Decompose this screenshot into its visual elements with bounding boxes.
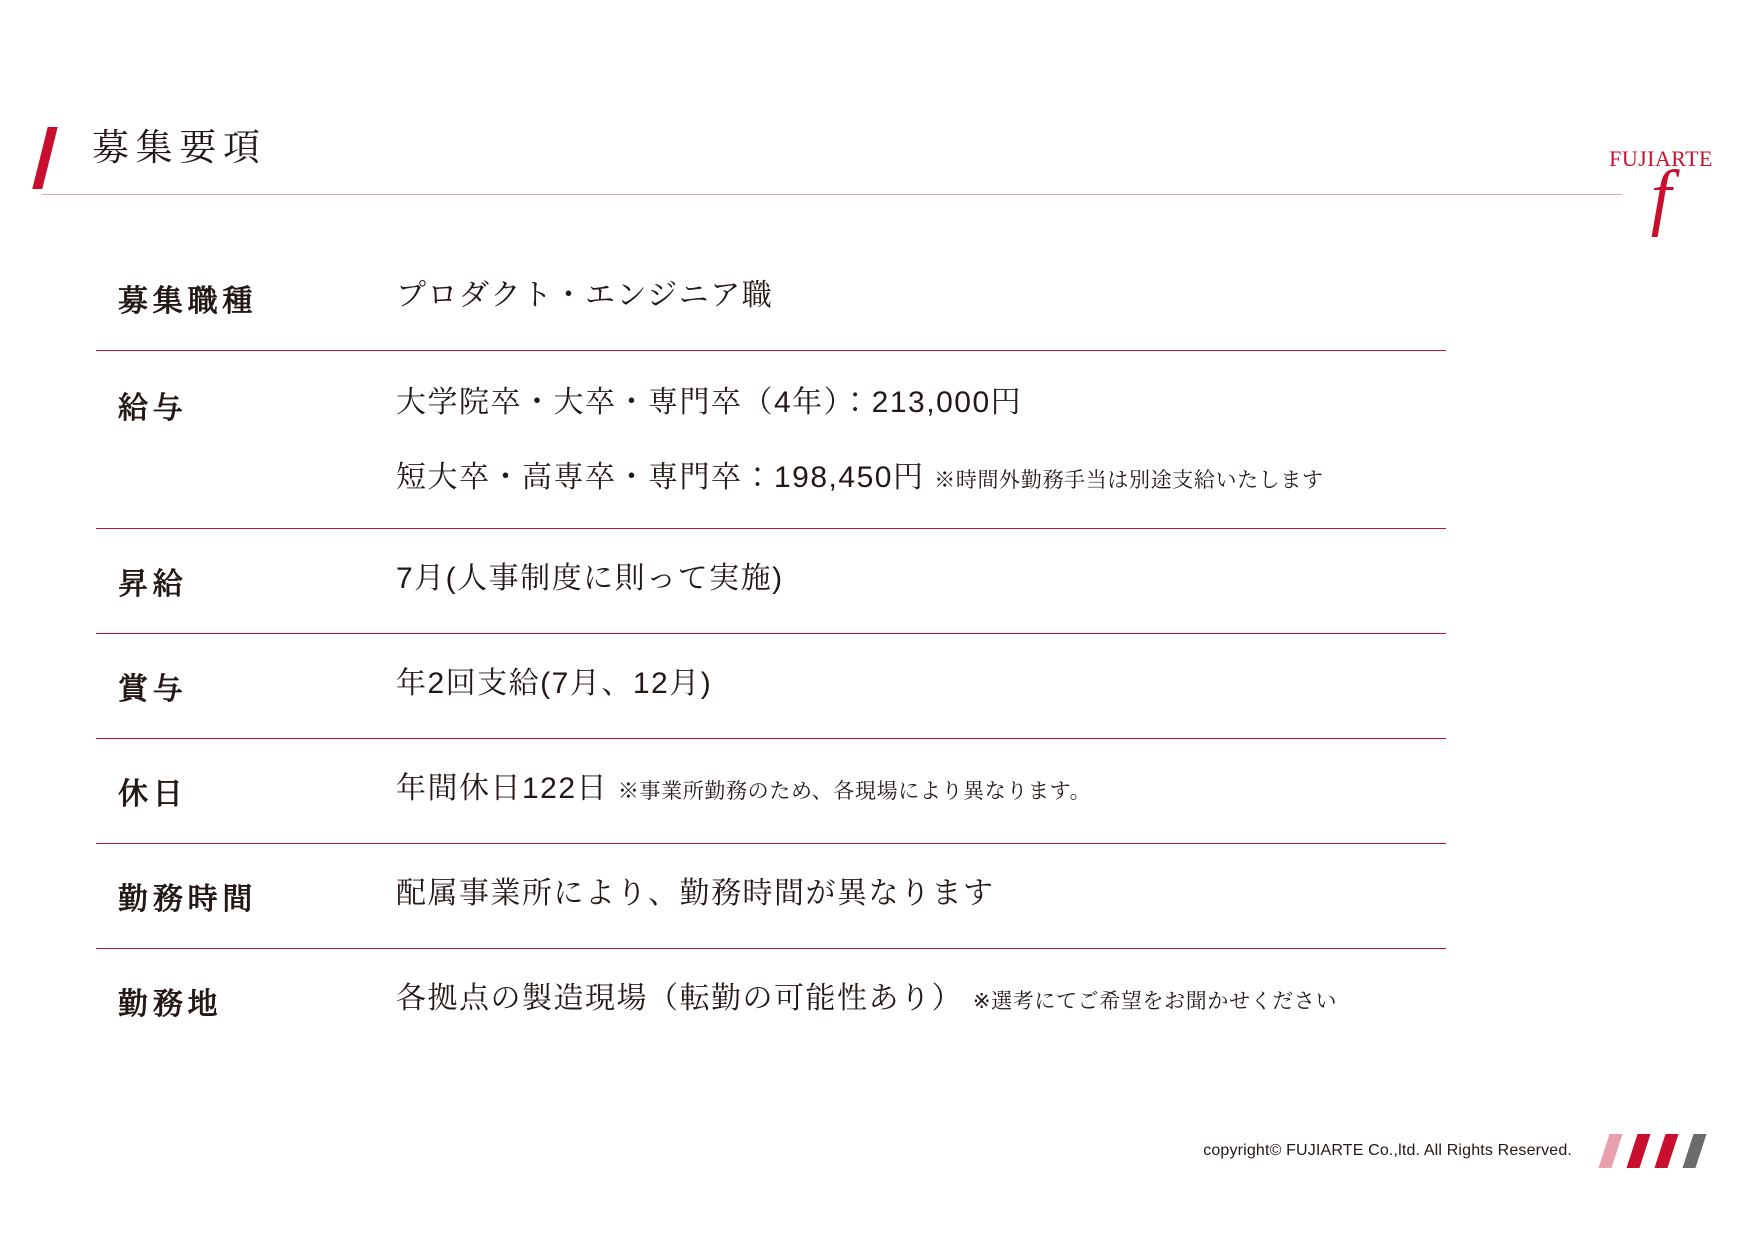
- table-row: [96, 276, 1446, 351]
- value-line: [396, 276, 1446, 317]
- row-label: 募集職種: [118, 285, 258, 318]
- value-text: 大学院卒・大卒・専門卒（4年）：213,000円: [396, 386, 1023, 419]
- row-label: 賞与: [118, 673, 188, 706]
- value-text: 年2回支給(7月、12月): [396, 667, 713, 700]
- company-logo: [1596, 148, 1726, 258]
- value-text: 配属事業所により、勤務時間が異なります: [396, 877, 995, 910]
- logo-wordmark: FUJIARTE: [1609, 146, 1713, 171]
- value-line: [396, 383, 1446, 424]
- row-value: [396, 559, 1446, 600]
- row-value: [396, 383, 1446, 498]
- page-title: 募集要項: [92, 127, 267, 168]
- row-value: [396, 276, 1446, 317]
- value-text: プロダクト・エンジニア職: [396, 279, 774, 312]
- recruitment-details-table: [96, 276, 1446, 1051]
- header-accent-bar: [32, 127, 57, 189]
- row-label: 勤務地: [118, 988, 223, 1021]
- copyright-text: copyright© FUJIARTE Co.,ltd. All Rights Reserved.: [1203, 1142, 1572, 1159]
- row-label: 給与: [118, 392, 188, 425]
- row-label: 勤務時間: [118, 883, 258, 916]
- table-row: [96, 351, 1446, 529]
- value-line: [396, 979, 1446, 1020]
- value-text: 年間休日122日: [396, 772, 609, 805]
- stripe-4: [1682, 1134, 1706, 1168]
- table-row: [96, 844, 1446, 949]
- page-header: [0, 118, 1754, 198]
- stripe-2: [1626, 1134, 1650, 1168]
- row-value: [396, 664, 1446, 705]
- value-note: ※時間外勤務手当は別途支給いたします: [934, 468, 1324, 492]
- row-value: [396, 979, 1446, 1020]
- row-label: 休日: [118, 778, 188, 811]
- stripe-3: [1654, 1134, 1678, 1168]
- value-text: 短大卒・高専卒・専門卒：198,450円: [396, 460, 925, 494]
- value-line: [396, 664, 1446, 705]
- page-footer: [0, 1132, 1754, 1172]
- value-line: [396, 559, 1446, 600]
- stripe-1: [1598, 1134, 1622, 1168]
- header-divider: [42, 194, 1622, 195]
- value-note: ※選考にてご希望をお聞かせください: [972, 990, 1338, 1013]
- logo-f-mark-icon: f: [1650, 156, 1672, 238]
- table-row: [96, 949, 1446, 1051]
- value-line: [396, 458, 1446, 499]
- table-row: [96, 529, 1446, 634]
- value-line: [396, 769, 1446, 810]
- footer-stripes-decoration: [1598, 1134, 1726, 1168]
- table-row: [96, 634, 1446, 739]
- row-label: 昇給: [118, 568, 188, 601]
- value-note: ※事業所勤務のため、各現場により異なります。: [617, 780, 1092, 803]
- table-row: [96, 739, 1446, 844]
- value-text: 各拠点の製造現場（転勤の可能性あり）: [396, 982, 963, 1015]
- row-value: [396, 874, 1446, 915]
- value-line: [396, 874, 1446, 915]
- value-text: 7月(人事制度に則って実施): [396, 562, 784, 595]
- row-value: [396, 769, 1446, 810]
